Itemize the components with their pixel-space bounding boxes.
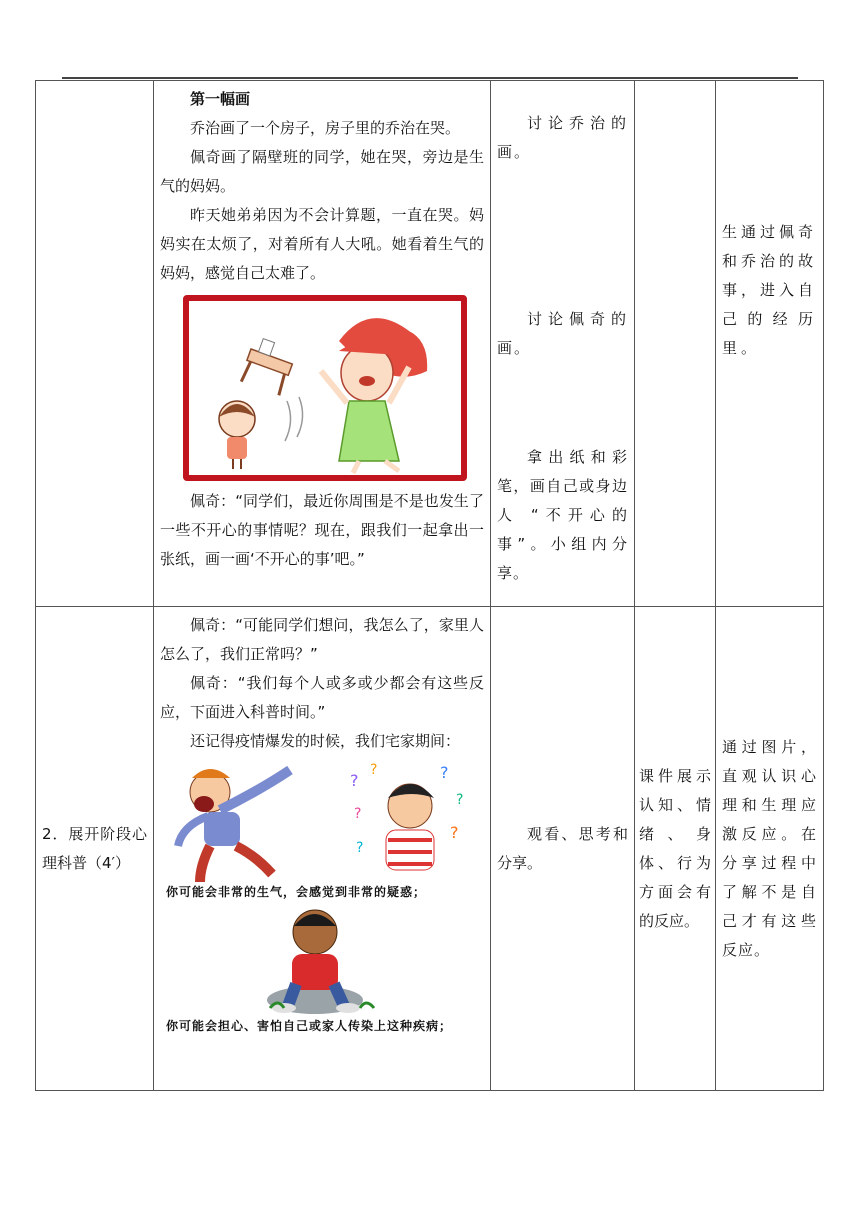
purpose-cell (716, 607, 824, 1091)
purpose-text: 通过图片，直观认识心理和生理应激反应。在分享过程中了解不是自己才有这些反应。 (722, 737, 817, 959)
purpose-text: 生通过佩奇和乔治的故事，进入自己的经历里。 (722, 223, 818, 357)
media-cell (635, 81, 716, 607)
section-heading: 第一幅画 (190, 90, 251, 108)
activity-cell (491, 81, 635, 607)
stage-label: 2．展开阶段心理科普（4′） (42, 824, 147, 872)
media-text: 课件展示认知、情绪、身体、行为方面会有的反应。 (639, 766, 711, 930)
activity-text: 讨论佩奇的画。 (497, 310, 628, 357)
lesson-table (35, 80, 824, 1091)
content-cell (154, 81, 491, 607)
activity-cell (491, 607, 635, 1091)
svg-text:?: ? (350, 771, 359, 790)
paragraph: 佩奇：“可能同学们想问，我怎么了，家里人怎么了，我们正常吗？” (160, 616, 484, 663)
table-row (36, 81, 824, 607)
paragraph: 乔治画了一个房子，房子里的乔治在哭。 (190, 119, 461, 137)
illustration-angry-and-confused (160, 756, 480, 884)
illustration-worried-boy (160, 900, 480, 1018)
svg-text:?: ? (456, 792, 464, 808)
svg-text:?: ? (440, 763, 449, 782)
paragraph: 昨天她弟弟因为不会计算题，一直在哭。妈妈实在太烦了，对着所有人大吼。她看着生气的妈妈，感觉自己太难了。 (160, 206, 484, 282)
stage-cell (36, 607, 154, 1091)
activity-text: 观看、思考和分享。 (497, 824, 628, 872)
header-rule (62, 77, 798, 79)
svg-text:?: ? (354, 806, 362, 822)
paragraph: 佩奇画了隔壁班的同学，她在哭，旁边是生气的妈妈。 (160, 148, 484, 195)
image-caption: 你可能会非常的生气，会感觉到非常的疑惑； (166, 885, 427, 899)
activity-text: 拿出纸和彩笔，画自己或身边人 “不开心的事”。小组内分享。 (497, 448, 628, 582)
stage-cell (36, 81, 154, 607)
illustration-angry-mother (183, 295, 467, 481)
table-row (36, 607, 824, 1091)
svg-text:?: ? (370, 762, 378, 778)
image-caption: 你可能会担心、害怕自己或家人传染上这种疾病； (166, 1019, 453, 1033)
svg-text:?: ? (356, 840, 364, 856)
paragraph: 佩奇：“我们每个人或多或少都会有这些反应，下面进入科普时间。” (160, 674, 484, 721)
activity-text: 讨论乔治的画。 (497, 114, 628, 161)
media-cell (635, 607, 716, 1091)
paragraph: 还记得疫情爆发的时候，我们宅家期间： (190, 732, 461, 750)
purpose-cell (716, 81, 824, 607)
paragraph: 佩奇：“同学们，最近你周围是不是也发生了一些不开心的事情呢？现在，跟我们一起拿出一张纸，画一画‘不开心的事’吧。” (160, 492, 484, 568)
content-cell (154, 607, 491, 1091)
svg-text:?: ? (450, 823, 459, 842)
